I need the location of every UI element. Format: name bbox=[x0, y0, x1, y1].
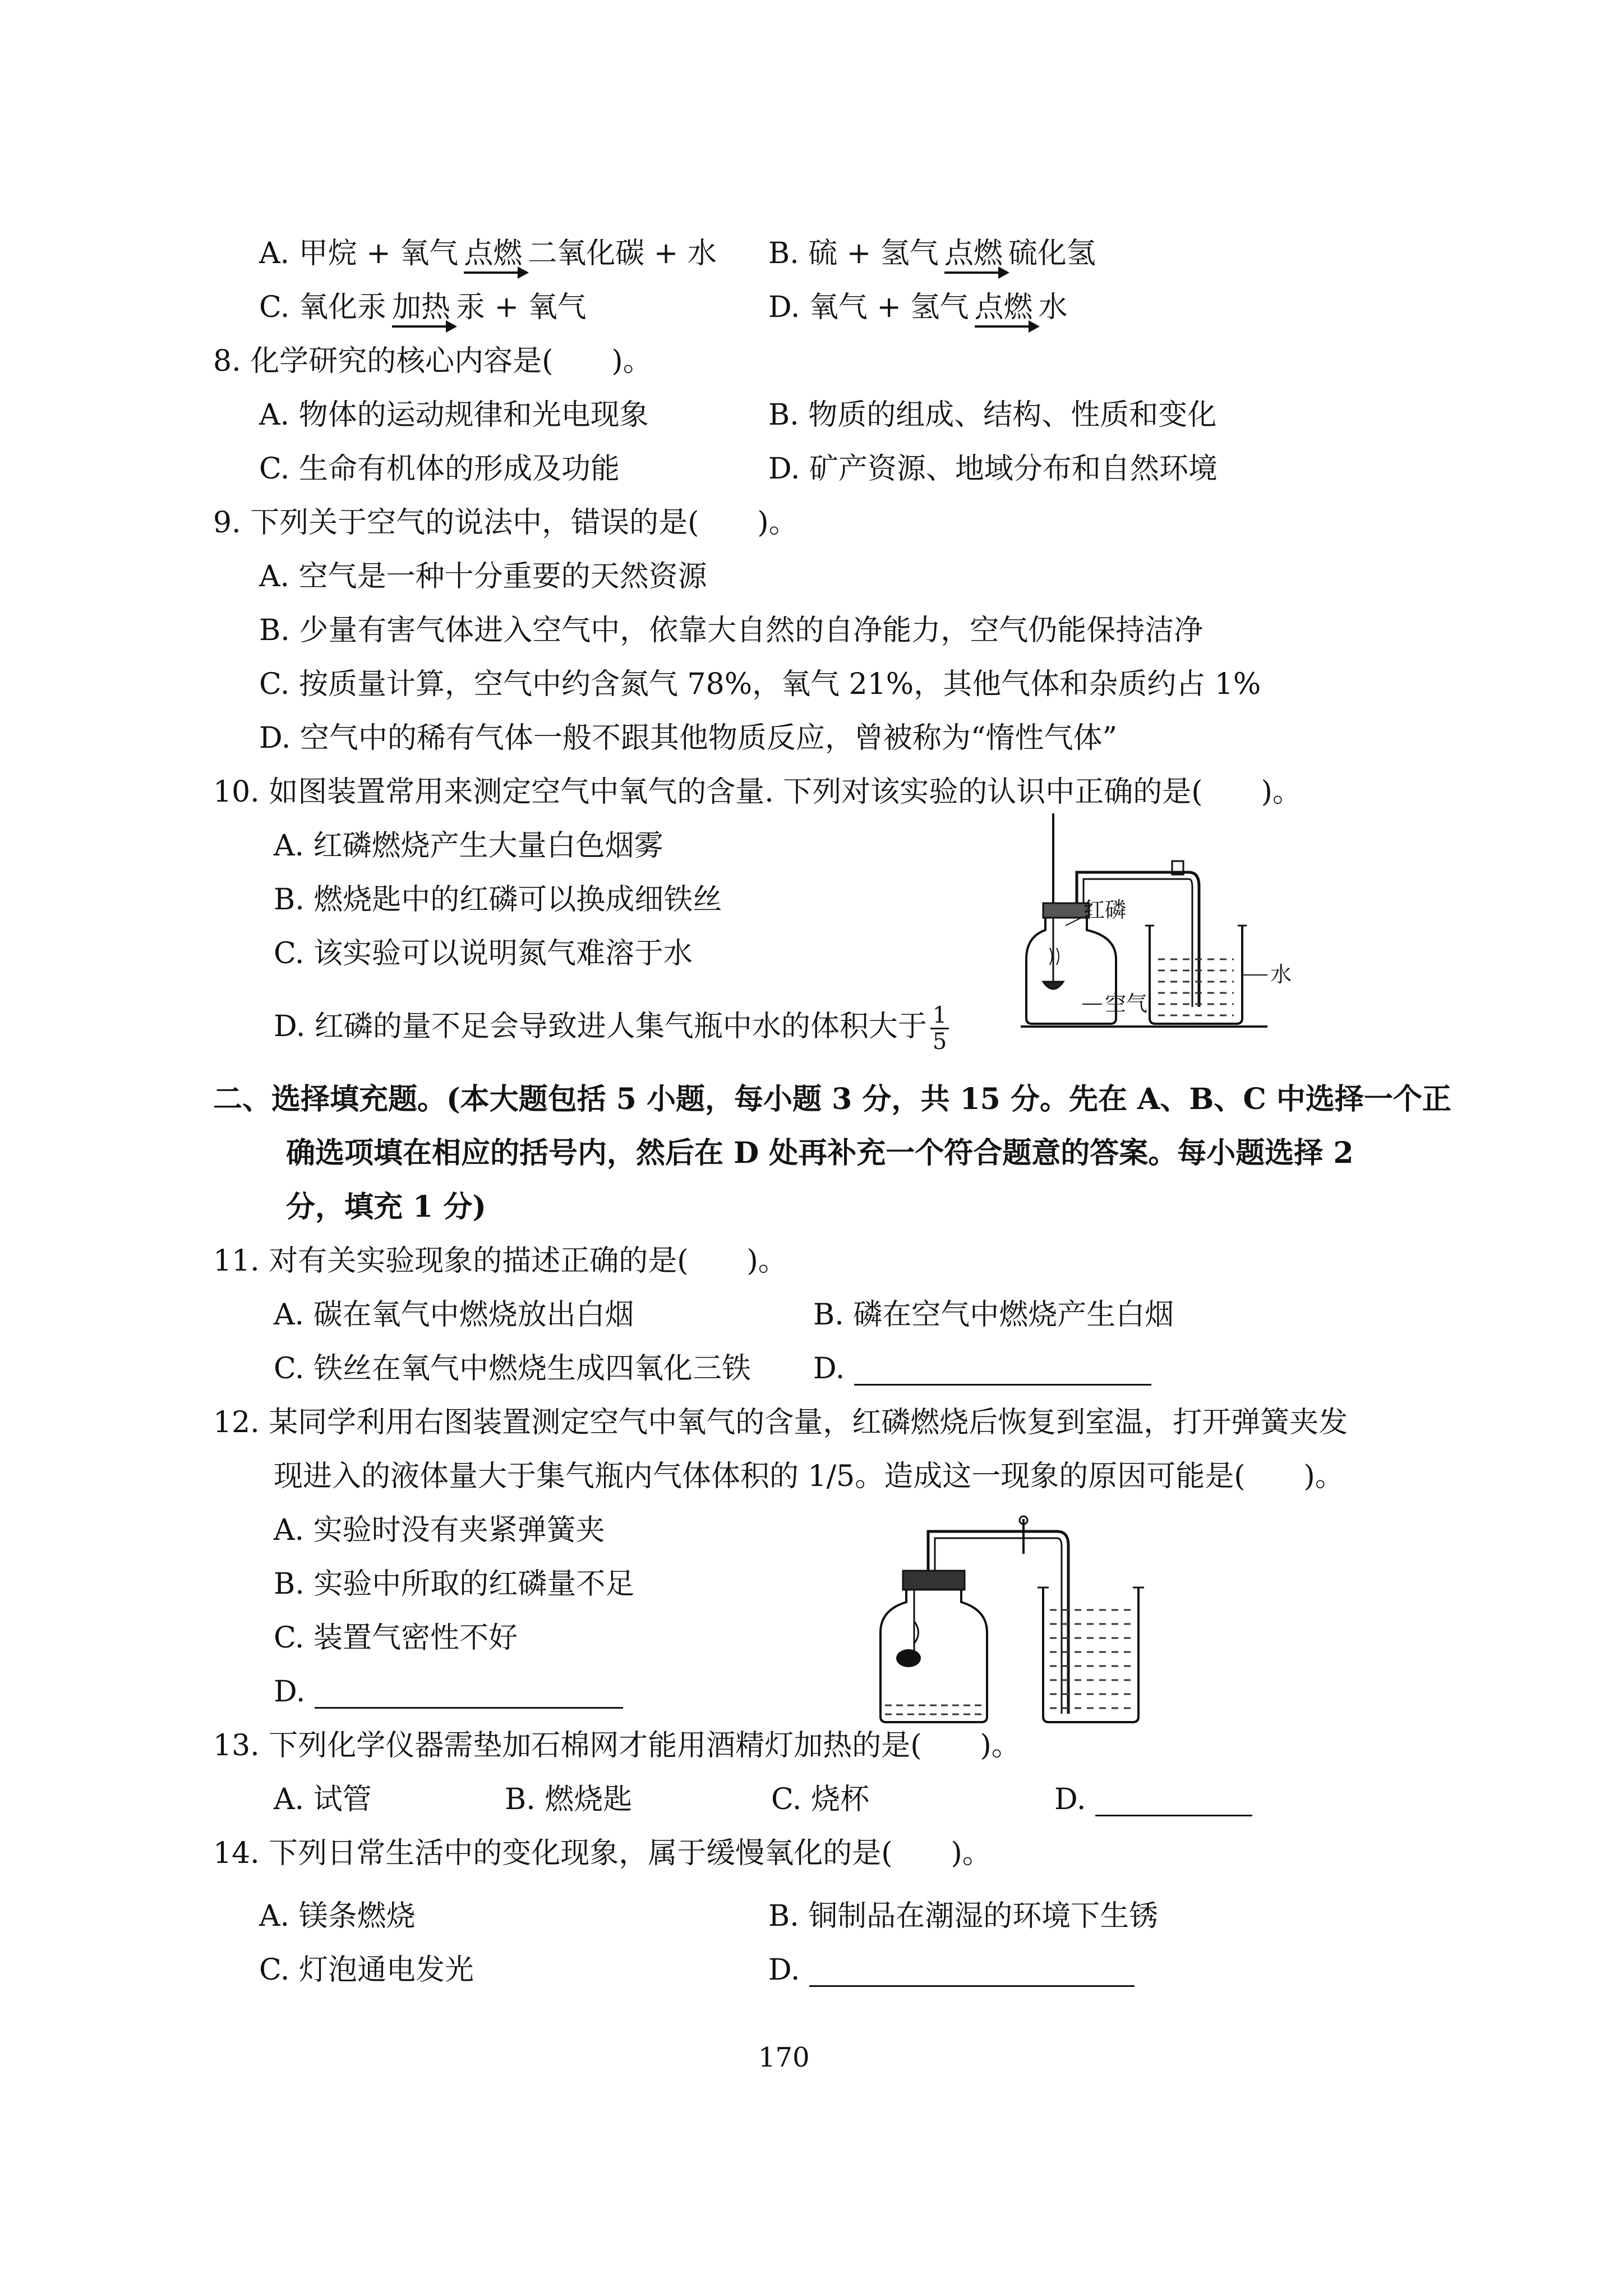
q7-b-products: 硫化氢 bbox=[1008, 237, 1096, 270]
q7-d-reactants: D. 氧气 + 氢气 bbox=[768, 291, 969, 324]
q12-option-a: A. 实验时没有夹紧弹簧夹 bbox=[274, 1513, 605, 1547]
q10-stem: 10. 如图装置常用来测定空气中氧气的含量. 下列对该实验的认识中正确的是( )。 bbox=[213, 775, 1302, 809]
fraction-numerator: 1 bbox=[930, 1003, 949, 1029]
q14-answer-blank[interactable] bbox=[809, 1957, 1135, 1987]
q13-stem: 13. 下列化学仪器需垫加石棉网才能用酒精灯加热的是( )。 bbox=[213, 1729, 1021, 1763]
q12-answer-blank[interactable] bbox=[315, 1679, 623, 1709]
q12-stem-line1: 12. 某同学利用右图装置测定空气中氧气的含量，红磷燃烧后恢复到室温，打开弹簧夹发 bbox=[213, 1406, 1348, 1439]
q9-option-a: A. 空气是一种十分重要的天然资源 bbox=[259, 560, 707, 593]
q9-option-c: C. 按质量计算，空气中约含氮气 78%，氧气 21%，其他气体和杂质约占 1% bbox=[259, 668, 1261, 701]
q11-option-b: B. 磷在空气中燃烧产生白烟 bbox=[813, 1298, 1174, 1332]
q10-option-a: A. 红磷燃烧产生大量白色烟雾 bbox=[274, 829, 663, 863]
q7-option-c bbox=[259, 291, 587, 324]
fraction-denominator: 5 bbox=[932, 1029, 947, 1055]
q14-option-c: C. 灯泡通电发光 bbox=[259, 1953, 474, 1987]
q12-apparatus-figure bbox=[875, 1492, 1189, 1728]
q11-answer-blank[interactable] bbox=[854, 1356, 1151, 1386]
label-water: 水 bbox=[1270, 962, 1292, 987]
q12-option-b: B. 实验中所取的红磷量不足 bbox=[274, 1567, 635, 1601]
reaction-arrow bbox=[464, 237, 522, 270]
q14-stem: 14. 下列日常生活中的变化现象，属于缓慢氧化的是( )。 bbox=[213, 1837, 992, 1870]
q7-a-products: 二氧化碳 + 水 bbox=[528, 237, 717, 270]
q11-option-d-label: D. bbox=[813, 1352, 845, 1386]
q12-option-d-label: D. bbox=[274, 1675, 306, 1709]
q10-option-b: B. 燃烧匙中的红磷可以换成细铁丝 bbox=[274, 883, 722, 917]
q11-option-d bbox=[813, 1352, 1151, 1386]
water-hatching bbox=[1158, 959, 1234, 1015]
q14-option-d-label: D. bbox=[768, 1953, 800, 1987]
q7-c-condition: 加热 bbox=[392, 291, 451, 324]
q11-stem: 11. 对有关实验现象的描述正确的是( )。 bbox=[213, 1244, 787, 1278]
q9-stem: 9. 下列关于空气的说法中，错误的是( )。 bbox=[213, 506, 798, 540]
q13-option-d-label: D. bbox=[1054, 1783, 1086, 1816]
q11-option-c: C. 铁丝在氧气中燃烧生成四氧化三铁 bbox=[274, 1352, 751, 1386]
q13-option-a: A. 试管 bbox=[274, 1783, 372, 1816]
q7-d-products: 水 bbox=[1038, 291, 1068, 324]
q9-option-d: D. 空气中的稀有气体一般不跟其他物质反应，曾被称为“惰性气体” bbox=[259, 721, 1118, 755]
reaction-arrow bbox=[975, 291, 1033, 324]
label-air: 空气 bbox=[1105, 991, 1148, 1016]
label-phosphorus: 红磷 bbox=[1083, 898, 1127, 922]
section2-line3: 分，填充 1 分) bbox=[286, 1190, 486, 1224]
q7-d-condition: 点燃 bbox=[974, 291, 1033, 324]
q7-c-products: 汞 + 氧气 bbox=[456, 291, 587, 324]
q10-option-d bbox=[274, 1003, 949, 1054]
reaction-arrow bbox=[392, 291, 450, 324]
q7-b-condition: 点燃 bbox=[944, 237, 1003, 270]
section2-line2: 确选项填在相应的括号内，然后在 D 处再补充一个符合题意的答案。每小题选择 2 bbox=[286, 1136, 1354, 1170]
q10-option-c: C. 该实验可以说明氮气难溶于水 bbox=[274, 937, 693, 970]
q13-option-d bbox=[1054, 1783, 1252, 1816]
section2-line1: 二、选择填充题。(本大题包括 5 小题，每小题 3 分，共 15 分。先在 A、B、C 中选择一个正 bbox=[213, 1082, 1451, 1116]
q14-option-b: B. 铜制品在潮湿的环境下生锈 bbox=[768, 1899, 1159, 1933]
q7-a-reactants: A. 甲烷 + 氧气 bbox=[259, 237, 459, 270]
q7-option-a bbox=[259, 237, 717, 270]
q12-option-c: C. 装置气密性不好 bbox=[274, 1621, 518, 1655]
q7-option-d bbox=[768, 291, 1068, 324]
q8-option-a: A. 物体的运动规律和光电现象 bbox=[259, 398, 649, 432]
q13-option-b: B. 燃烧匙 bbox=[505, 1783, 633, 1816]
q7-c-reactants: C. 氧化汞 bbox=[259, 291, 386, 324]
q8-option-b: B. 物质的组成、结构、性质和变化 bbox=[768, 398, 1217, 432]
q10-option-d-text: D. 红磷的量不足会导致进人集气瓶中水的体积大于 bbox=[274, 1010, 927, 1043]
q8-option-c: C. 生命有机体的形成及功能 bbox=[259, 452, 620, 486]
q13-option-c: C. 烧杯 bbox=[771, 1783, 869, 1816]
q10-apparatus-figure bbox=[1021, 797, 1324, 1032]
q13-answer-blank[interactable] bbox=[1095, 1787, 1252, 1816]
reaction-arrow bbox=[944, 237, 1003, 270]
fraction-one-fifth bbox=[930, 1003, 949, 1054]
q7-b-reactants: B. 硫 + 氢气 bbox=[768, 237, 939, 270]
q7-a-condition: 点燃 bbox=[464, 237, 523, 270]
q11-option-a: A. 碳在氧气中燃烧放出白烟 bbox=[274, 1298, 634, 1332]
bottle-water-hatching bbox=[885, 1705, 983, 1714]
q8-stem: 8. 化学研究的核心内容是( )。 bbox=[213, 344, 652, 378]
page-number: 170 bbox=[758, 2042, 810, 2073]
q12-option-d bbox=[274, 1675, 623, 1709]
q8-option-d: D. 矿产资源、地域分布和自然环境 bbox=[768, 452, 1218, 486]
q14-option-a: A. 镁条燃烧 bbox=[259, 1899, 416, 1933]
q14-option-d bbox=[768, 1953, 1135, 1987]
q9-option-b: B. 少量有害气体进入空气中，依靠大自然的自净能力，空气仍能保持洁净 bbox=[259, 614, 1204, 647]
q7-option-b bbox=[768, 237, 1096, 270]
q12-stem-line2: 现进入的液体量大于集气瓶内气体体积的 1/5。造成这一现象的原因可能是( )。 bbox=[274, 1460, 1344, 1493]
